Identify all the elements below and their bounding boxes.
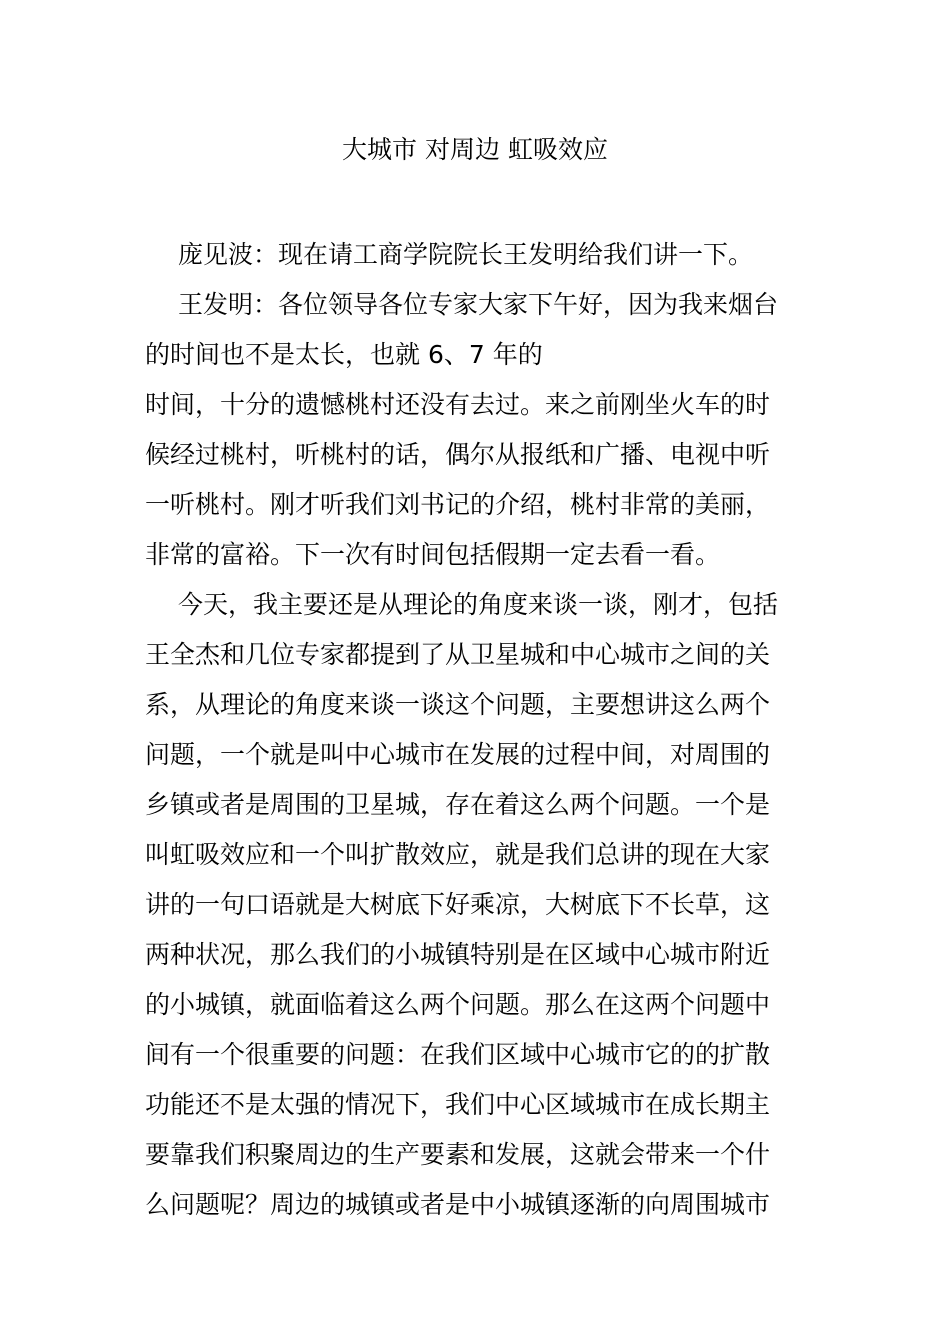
paragraph-line: 非常的富裕。下一次有时间包括假期一定去看一看。 xyxy=(145,540,721,569)
paragraph-line: 王发明：各位领导各位专家大家下午好，因为我来烟台 xyxy=(178,290,779,319)
paragraph-line: 间有一个很重要的问题：在我们区域中心城市它的的扩散 xyxy=(145,1040,771,1069)
document-title: 大城市 对周边 虹吸效应 xyxy=(342,135,608,164)
paragraph-line: 么问题呢？周边的城镇或者是中小城镇逐渐的向周围城市 xyxy=(145,1190,771,1219)
document-body xyxy=(145,230,805,1230)
paragraph-line: 叫虹吸效应和一个叫扩散效应，就是我们总讲的现在大家 xyxy=(145,840,771,869)
paragraph-line: 两种状况，那么我们的小城镇特别是在区域中心城市附近 xyxy=(145,940,771,969)
paragraph-line: 要靠我们积聚周边的生产要素和发展，这就会带来一个什 xyxy=(145,1140,771,1169)
paragraph-line: 王全杰和几位专家都提到了从卫星城和中心城市之间的关 xyxy=(145,640,771,669)
paragraph-line: 今天，我主要还是从理论的角度来谈一谈，刚才，包括 xyxy=(178,590,779,619)
paragraph-line: 系，从理论的角度来谈一谈这个问题，主要想讲这么两个 xyxy=(145,690,771,719)
paragraph-line: 庞见波：现在请工商学院院长王发明给我们讲一下。 xyxy=(178,240,754,269)
paragraph-line: 乡镇或者是周围的卫星城，存在着这么两个问题。一个是 xyxy=(145,790,771,819)
paragraph-line: 功能还不是太强的情况下，我们中心区域城市在成长期主 xyxy=(145,1090,771,1119)
paragraph-line: 问题，一个就是叫中心城市在发展的过程中间，对周围的 xyxy=(145,740,771,769)
paragraph-line: 讲的一句口语就是大树底下好乘凉，大树底下不长草，这 xyxy=(145,890,771,919)
paragraph-line: 一听桃村。刚才听我们刘书记的介绍，桃村非常的美丽， xyxy=(145,490,771,519)
paragraph-line: 时间，十分的遗憾桃村还没有去过。来之前刚坐火车的时 xyxy=(145,390,771,419)
paragraph-line: 的小城镇，就面临着这么两个问题。那么在这两个问题中 xyxy=(145,990,771,1019)
paragraph-line: 候经过桃村，听桃村的话，偶尔从报纸和广播、电视中听 xyxy=(145,440,771,469)
paragraph-line: 的时间也不是太长，也就 6、7 年的 xyxy=(145,340,543,369)
